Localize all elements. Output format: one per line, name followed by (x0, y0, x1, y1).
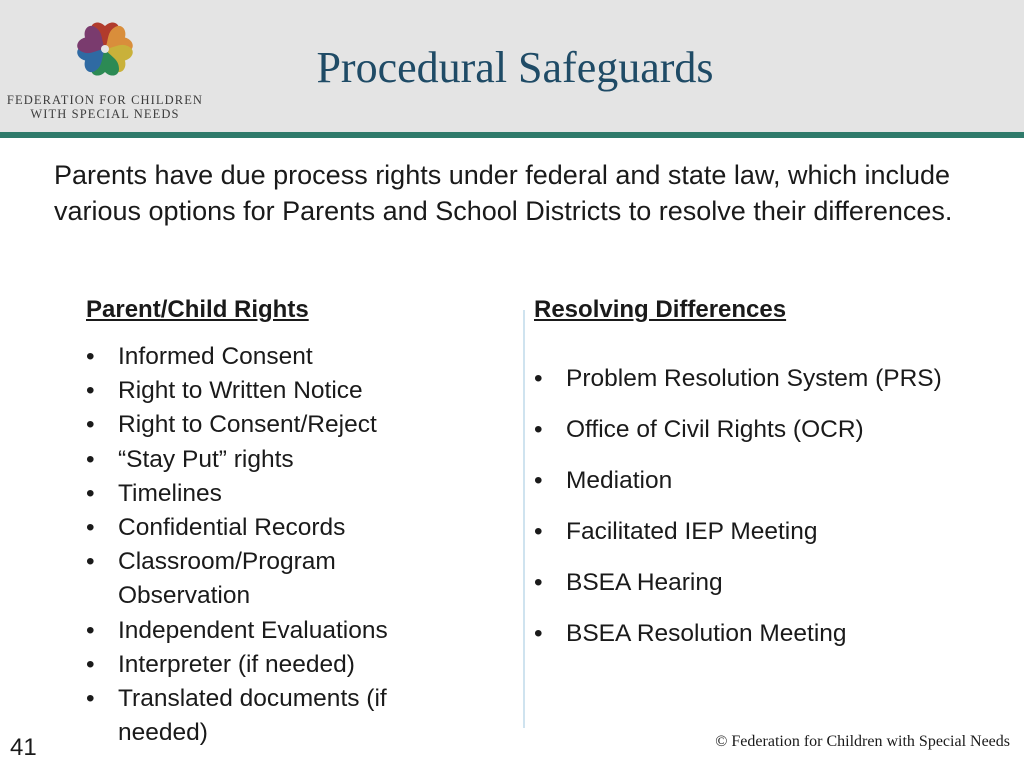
org-name-line-1: FEDERATION FOR CHILDREN (6, 93, 204, 107)
parent-child-rights-heading: Parent/Child Rights (86, 296, 309, 323)
list-item-text: Interpreter (if needed) (118, 650, 355, 678)
slide-title: Procedural Safeguards (316, 43, 714, 92)
header-band (0, 0, 1024, 132)
bullet-icon: • (534, 518, 543, 545)
list-item-text: Office of Civil Rights (OCR) (566, 416, 864, 443)
bullet-icon: • (86, 616, 95, 644)
bullet-icon: • (86, 411, 95, 439)
bullet-icon: • (534, 569, 543, 596)
list-item-text: Mediation (566, 467, 673, 494)
bullet-icon: • (86, 685, 95, 713)
list-item (86, 511, 466, 545)
list-item (534, 413, 974, 447)
list-item-text: BSEA Hearing (566, 569, 723, 596)
list-item-text: Confidential Records (118, 514, 346, 542)
parent-child-rights-list (86, 340, 466, 750)
list-item (534, 617, 974, 651)
bullet-icon: • (534, 365, 543, 392)
list-item (86, 477, 466, 511)
list-item (534, 464, 974, 498)
bullet-icon: • (86, 445, 95, 473)
list-item-text: Informed Consent (118, 343, 313, 370)
resolving-differences-heading: Resolving Differences (534, 296, 787, 323)
bullet-icon: • (86, 479, 95, 507)
bullet-icon: • (534, 620, 543, 647)
bullet-icon: • (86, 377, 95, 405)
list-item (534, 566, 974, 600)
list-item (86, 648, 466, 682)
list-item (86, 545, 466, 613)
bullet-icon: • (86, 343, 95, 370)
list-item-text: Classroom/Program Observation (118, 548, 336, 610)
column-divider (523, 310, 525, 728)
list-item-text: Timelines (118, 479, 222, 507)
bullet-icon: • (86, 514, 95, 542)
list-item-text: Right to Written Notice (118, 377, 363, 405)
bullet-icon: • (534, 416, 543, 443)
list-item (534, 515, 974, 549)
bullet-icon: • (534, 467, 543, 494)
copyright-notice: © Federation for Children with Special Needs (715, 733, 1010, 750)
header-divider (0, 132, 1024, 138)
list-item (86, 682, 466, 750)
list-item (86, 408, 466, 442)
bullet-icon: • (86, 548, 95, 576)
org-name-line-2: WITH SPECIAL NEEDS (30, 107, 180, 121)
list-item (86, 340, 466, 374)
list-item-text: BSEA Resolution Meeting (566, 620, 847, 647)
bullet-icon: • (86, 650, 95, 678)
list-item (534, 362, 974, 396)
list-item (86, 443, 466, 477)
list-item (86, 614, 466, 648)
resolving-differences-list (534, 362, 974, 668)
organization-name (0, 93, 210, 121)
slide-number: 41 (10, 734, 37, 761)
intro-paragraph: Parents have due process rights under federal and state law, which include various options for Parents and School Districts to resolve their differences. (54, 160, 953, 226)
list-item-text: Right to Consent/Reject (118, 411, 377, 439)
list-item-text: Facilitated IEP Meeting (566, 518, 818, 545)
heart-flower-logo-icon (62, 10, 148, 86)
list-item (86, 374, 466, 408)
list-item-text: “Stay Put” rights (118, 445, 294, 473)
list-item-text: Translated documents (if needed) (118, 685, 387, 747)
list-item-text: Problem Resolution System (PRS) (566, 365, 942, 392)
list-item-text: Independent Evaluations (118, 616, 388, 644)
